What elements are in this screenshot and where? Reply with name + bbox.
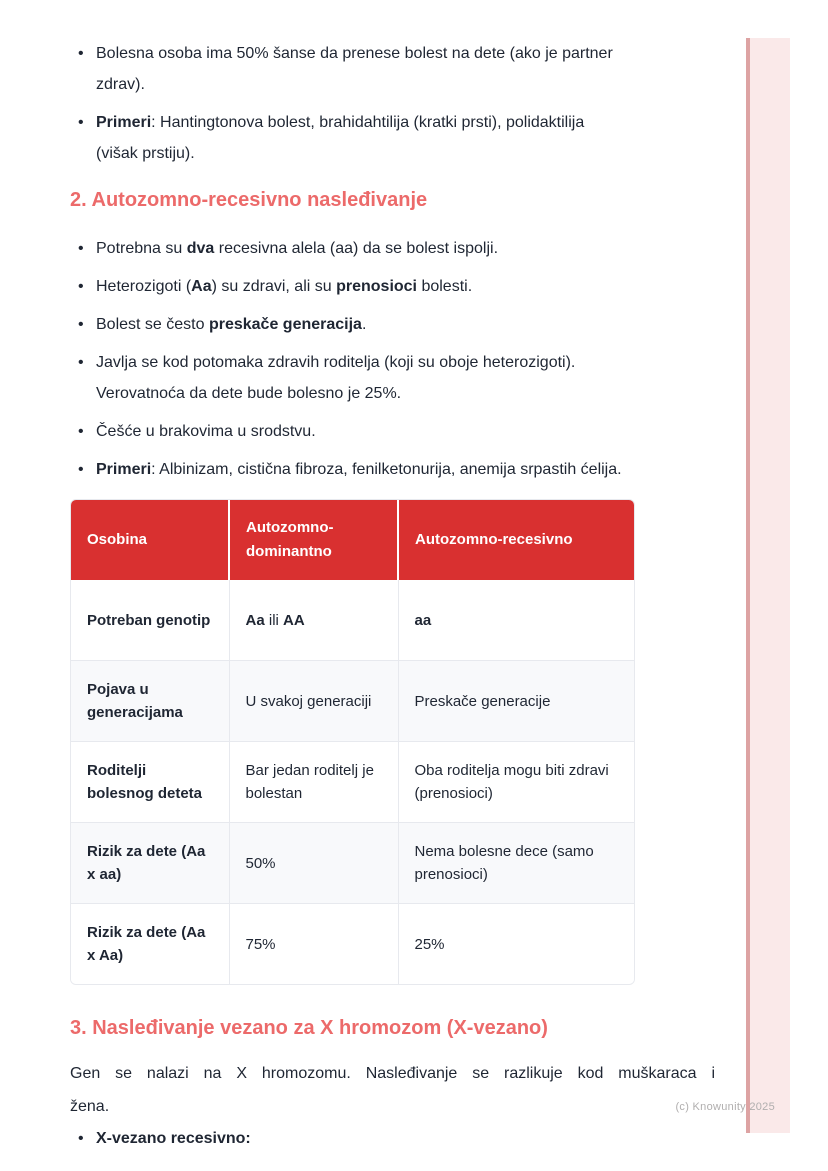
list-item: [70, 454, 715, 485]
text-segment: U svakoj generaciji: [245, 692, 372, 710]
text-segment: Javlja se kod potomaka zdravih roditelja (koji su oboje heterozigoti).: [96, 354, 576, 371]
text-segment: prenosioci: [336, 278, 417, 295]
text-segment: bolesti.: [417, 278, 473, 295]
text-segment: ) su zdravi, ali su: [211, 278, 337, 295]
text-segment: .: [361, 316, 367, 333]
text-segment: 75%: [245, 935, 276, 953]
text-segment: : Albinizam, cistična fibroza, fenilketonurija, anemija srpastih ćelija.: [151, 461, 622, 478]
text-segment: X-vezano recesivno:: [96, 1130, 251, 1147]
inheritance-comparison-table: [70, 499, 635, 985]
section-3-bullet-list: [70, 1123, 715, 1154]
text-segment: Rizik za dete (Aa x aa): [87, 843, 206, 883]
text-segment: 25%: [414, 935, 445, 953]
list-item: [70, 107, 715, 169]
section-2-bullet-list: [70, 233, 715, 485]
table-row: [71, 661, 634, 742]
table-cell: [71, 742, 229, 823]
text-segment: Pojava u generacijama: [87, 681, 183, 721]
table-row: [71, 904, 634, 985]
table-cell: [229, 823, 398, 904]
table-cell: [229, 742, 398, 823]
section-3-heading: 3. Nasleđivanje vezano za X hromozom (X-vezano): [70, 1017, 548, 1039]
text-segment: zdrav).: [96, 76, 145, 93]
text-segment: Bolesna osoba ima 50% šanse da prenese bolest na dete (ako je partner: [96, 45, 613, 62]
text-segment: Preskače generacije: [414, 692, 551, 710]
text-segment: AA: [283, 611, 305, 629]
table-row: [71, 742, 634, 823]
table-row: [71, 823, 634, 904]
list-item: [70, 347, 715, 409]
paragraph-line: Gen se nalazi na X hromozomu. Nasleđivanje se razlikuje kod muškaraca i: [70, 1065, 715, 1082]
text-segment: Verovatnoća da dete bude bolesno je 25%.: [96, 385, 402, 402]
text-segment: Primeri: [96, 461, 152, 478]
table-cell: [398, 904, 634, 985]
table-cell: [398, 580, 634, 661]
text-segment: aa: [414, 611, 432, 629]
table-cell: [71, 661, 229, 742]
paragraph-line: žena.: [70, 1098, 110, 1115]
table-cell: [229, 580, 398, 661]
table-cell: [229, 904, 398, 985]
table-header-row: [71, 500, 634, 580]
text-segment: Nema bolesne dece (samo prenosioci): [414, 843, 594, 883]
text-segment: Potrebna su: [96, 240, 187, 257]
text-segment: ili: [264, 611, 284, 629]
text-segment: 50%: [245, 854, 276, 872]
table-cell: [398, 742, 634, 823]
text-segment: Primeri: [96, 114, 152, 131]
list-item: [70, 38, 715, 100]
section-3-paragraph: [70, 1057, 715, 1123]
table-cell: [71, 904, 229, 985]
text-segment: : Hantingtonova bolest, brahidahtilija (kratki prsti), polidaktilija: [151, 114, 585, 131]
table-cell: [229, 661, 398, 742]
text-segment: preskače generacija: [208, 316, 362, 333]
text-segment: dva: [186, 240, 215, 257]
text-segment: (višak prstiju).: [96, 145, 195, 162]
text-segment: Rizik za dete (Aa x Aa): [87, 924, 206, 964]
text-segment: recesivna alela (aa) da se bolest ispolji.: [214, 240, 499, 257]
table-cell: [398, 661, 634, 742]
text-segment: Bolest se često: [96, 316, 209, 333]
table-cell: [71, 580, 229, 661]
text-segment: Aa: [191, 278, 212, 295]
text-segment: Aa: [245, 611, 265, 629]
list-item: [70, 271, 715, 302]
text-segment: Roditelji bolesnog deteta: [87, 762, 203, 802]
section-1-bullet-list: [70, 38, 715, 169]
table-cell: [398, 823, 634, 904]
table-header-cell: Autozomno-recesivno: [398, 500, 634, 580]
text-segment: Bar jedan roditelj je bolestan: [245, 762, 374, 802]
list-item: [70, 309, 715, 340]
copyright-watermark: (c) Knowunity 2025: [675, 1101, 775, 1113]
text-segment: Heterozigoti (: [96, 278, 192, 295]
text-segment: Potreban genotip: [87, 611, 211, 629]
table-cell: [71, 823, 229, 904]
text-segment: Oba roditelja mogu biti zdravi (prenosioci): [414, 762, 609, 802]
list-item: [70, 416, 715, 447]
list-item: [70, 233, 715, 264]
table-header-cell: Autozomno-dominantno: [229, 500, 398, 580]
text-segment: Češće u brakovima u srodstvu.: [96, 423, 316, 440]
list-item: [70, 1123, 715, 1154]
section-2-heading: 2. Autozomno-recesivno nasleđivanje: [70, 189, 428, 211]
table-header-cell: Osobina: [71, 500, 229, 580]
table-row: [71, 580, 634, 661]
